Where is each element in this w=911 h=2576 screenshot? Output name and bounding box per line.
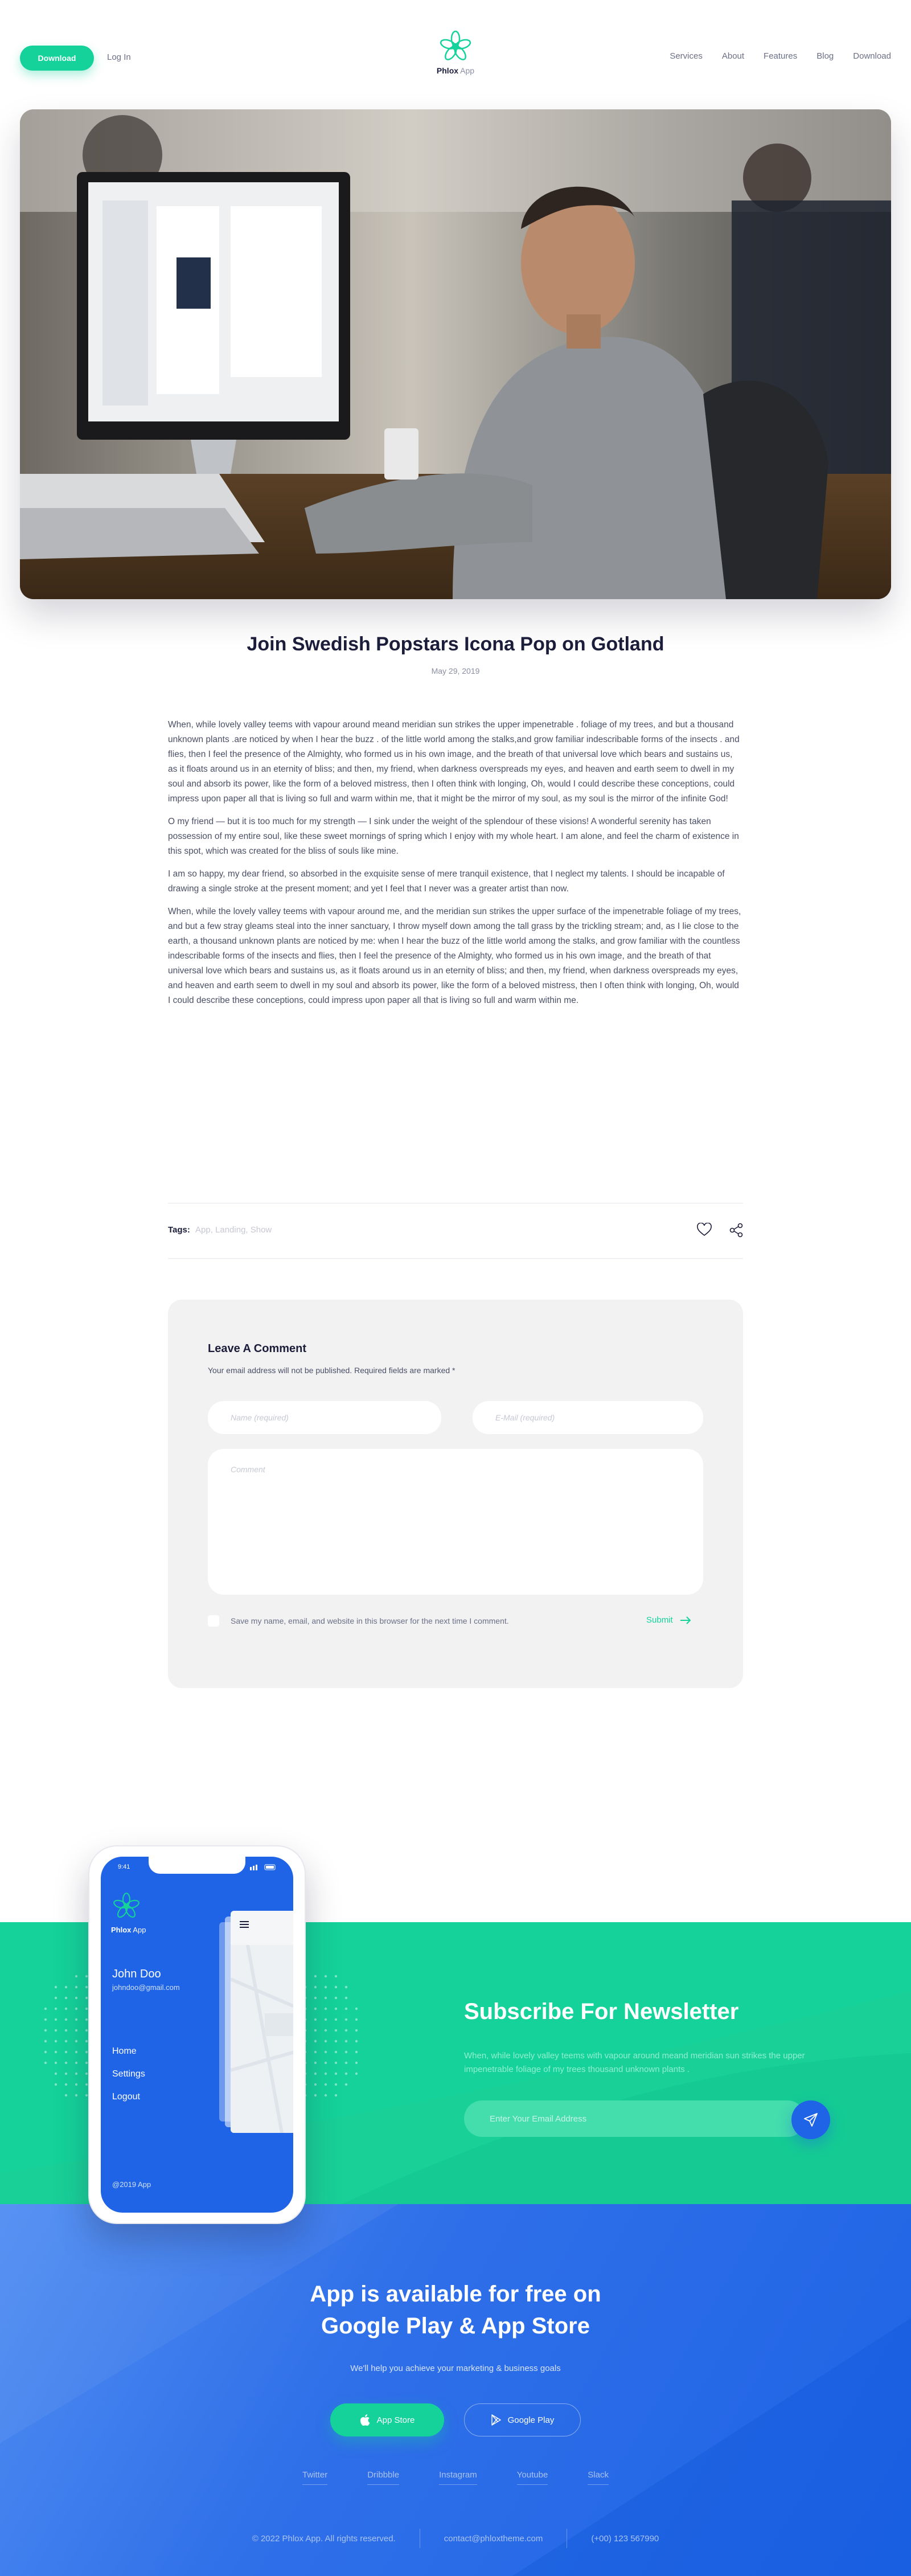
logo-text: Phlox App — [436, 66, 475, 75]
app-subtitle: We'll help you achieve your marketing & business goals — [350, 2364, 561, 2373]
nav-features[interactable]: Features — [764, 51, 798, 61]
map-illustration — [231, 1945, 293, 2133]
hamburger-icon[interactable] — [239, 1920, 250, 1929]
email-input[interactable]: E-Mail (required) — [473, 1401, 703, 1434]
apple-icon — [360, 2414, 370, 2426]
tags-label: Tags: — [168, 1225, 190, 1235]
newsletter-send-button[interactable] — [791, 2100, 830, 2139]
newsletter-title: Subscribe For Newsletter — [464, 1999, 739, 2024]
social-twitter[interactable]: Twitter — [302, 2470, 327, 2485]
phone-logo-text: Phlox App — [111, 1926, 146, 1934]
phone-menu — [112, 2040, 145, 2108]
status-time: 9:41 — [118, 1864, 130, 1870]
post-date: May 29, 2019 — [431, 666, 480, 675]
article-paragraph: I am so happy, my dear friend, so absorbed in the exquisite sense of mere tranquil existence, that I neglect my talents. I should be incapable of drawing a single stroke at the present moment; and yet I feel that I never was a greater artist than now. — [168, 869, 725, 894]
footer-phone[interactable]: (+00) 123 567990 — [591, 2533, 659, 2544]
login-link[interactable]: Log In — [107, 52, 131, 62]
save-info-checkbox[interactable] — [208, 1615, 219, 1627]
decorative-shapes — [0, 2204, 911, 2576]
phlox-flower-icon — [437, 28, 474, 65]
site-header — [0, 0, 911, 108]
tags-list[interactable]: App, Landing, Show — [195, 1225, 272, 1235]
social-instagram[interactable]: Instagram — [439, 2470, 477, 2485]
newsletter-email-input[interactable]: Enter Your Email Address — [464, 2100, 806, 2137]
download-button[interactable]: Download — [20, 46, 94, 71]
profile-name: John Doo — [112, 1968, 161, 1980]
name-input[interactable]: Name (required) — [208, 1401, 441, 1434]
google-play-label: Google Play — [507, 2415, 555, 2425]
nav-about[interactable]: About — [721, 51, 745, 61]
footer-email[interactable]: contact@phloxtheme.com — [444, 2533, 543, 2544]
phone-map-card — [231, 1911, 293, 2133]
social-links — [0, 2470, 911, 2485]
app-download-section — [0, 2204, 911, 2576]
phone-logo — [111, 1891, 162, 1934]
app-title — [0, 2278, 911, 2342]
site-footer — [0, 2529, 911, 2548]
arrow-right-icon — [680, 1616, 691, 1624]
hero-image — [20, 109, 891, 599]
site-logo[interactable] — [424, 28, 487, 75]
google-play-button[interactable] — [464, 2403, 581, 2436]
social-slack[interactable]: Slack — [588, 2470, 609, 2485]
save-info-label: Save my name, email, and website in this browser for the next time I comment. — [231, 1616, 509, 1625]
send-icon — [803, 2112, 818, 2127]
phone-menu-logout[interactable]: Logout — [112, 2092, 140, 2102]
app-store-button[interactable] — [330, 2403, 444, 2436]
nav-services[interactable]: Services — [670, 51, 703, 61]
share-icon[interactable] — [729, 1223, 743, 1238]
app-title-line2: Google Play & App Store — [321, 2313, 590, 2339]
post-title: Join Swedish Popstars Icona Pop on Gotland — [247, 633, 664, 655]
app-store-label: App Store — [376, 2415, 415, 2425]
footer-copyright: © 2022 Phlox App. All rights reserved. — [252, 2533, 396, 2544]
nav-blog[interactable]: Blog — [816, 51, 834, 61]
phone-copyright: @2019 App — [112, 2180, 151, 2189]
phone-menu-settings[interactable]: Settings — [112, 2069, 145, 2079]
comment-title: Leave A Comment — [208, 1342, 307, 1355]
submit-label: Submit — [646, 1615, 673, 1625]
comment-textarea[interactable]: Comment — [208, 1449, 703, 1595]
article-body — [168, 718, 743, 1016]
nav-download[interactable]: Download — [853, 51, 891, 61]
article-paragraph: When, while lovely valley teems with vapour around meand meridian sun strikes the upper impenetrable . foliage of my trees, and but a thousand unknown plants .are noticed by when I hear the buzz . of the little world among the stalks,and grow familiar indescribable forms of the insects . and flies, then I feel the presence of the Almighty, who formed us in his own image, and the breath of that universal love which bears and sustains us, as it floats around us in an eternity of bliss; and then, my friend, when darkness overspreads my eyes, and heaven and earth seem to dwell in my soul and absorb its power, like the form of a beloved mistress, then I often think with longing, Oh, would I could describe these conceptions, could impress upon paper all that is living so full and warm within me, that it might be the mirror of my soul, as my soul is the mirror of the infinite God! — [168, 720, 740, 804]
google-play-icon — [491, 2414, 501, 2426]
phone-notch — [149, 1857, 245, 1874]
comment-note: Your email address will not be published. Required fields are marked * — [208, 1366, 456, 1375]
status-icons — [250, 1864, 277, 1870]
social-dribbble[interactable]: Dribbble — [367, 2470, 399, 2485]
phone-menu-home[interactable]: Home — [112, 2046, 137, 2056]
phlox-flower-icon — [111, 1891, 142, 1922]
submit-button[interactable] — [646, 1615, 691, 1625]
main-nav — [670, 51, 891, 61]
heart-icon[interactable] — [697, 1223, 712, 1236]
comment-form — [168, 1300, 743, 1688]
newsletter-text: When, while lovely valley teems with vapour around meand meridian sun strikes the upper impenetrable foliage of my trees thousand unknown plants . — [464, 2051, 805, 2074]
phone-screen — [101, 1857, 293, 2213]
app-title-line1: App is available for free on — [310, 2282, 601, 2307]
article-paragraph: When, while the lovely valley teems with vapour around me, and the meridian sun strikes the upper surface of the impenetrable foliage of my trees, and but a few stray gleams steal into the inner sanctuary, I throw myself down among the tall grass by the trickling stream; and, as I lie close to the earth, a thousand unknown plants are noticed by me: when I hear the buzz of the little world among the stalks, and grow familiar with the countless indescribable forms of the insects and flies, then I feel the presence of the Almighty, who formed us in his own image, and the breath of that universal love which bears and sustains us, as it floats around us in an eternity of bliss; and then, my friend, when darkness overspreads my eyes, and heaven and earth seem to dwell in my soul and absorb its power, like the form of a beloved mistress, then I often think with longing, Oh, would I could describe these conceptions, could impress upon paper all that is living so full and warm within me. — [168, 907, 741, 1005]
tags-bar — [168, 1203, 743, 1259]
social-youtube[interactable]: Youtube — [517, 2470, 548, 2485]
article-paragraph: O my friend — but it is too much for my strength — I sink under the weight of the splendour of these visions! A wonderful serenity has taken possession of my entire soul, like these sweet mornings of spring which I enjoy with my whole heart. I am alone, and feel the charm of existence in this spot, which was created for the bliss of souls like mine. — [168, 817, 739, 856]
profile-email: johndoo@gmail.com — [112, 1983, 180, 1992]
phone-mockup — [88, 1845, 306, 2224]
